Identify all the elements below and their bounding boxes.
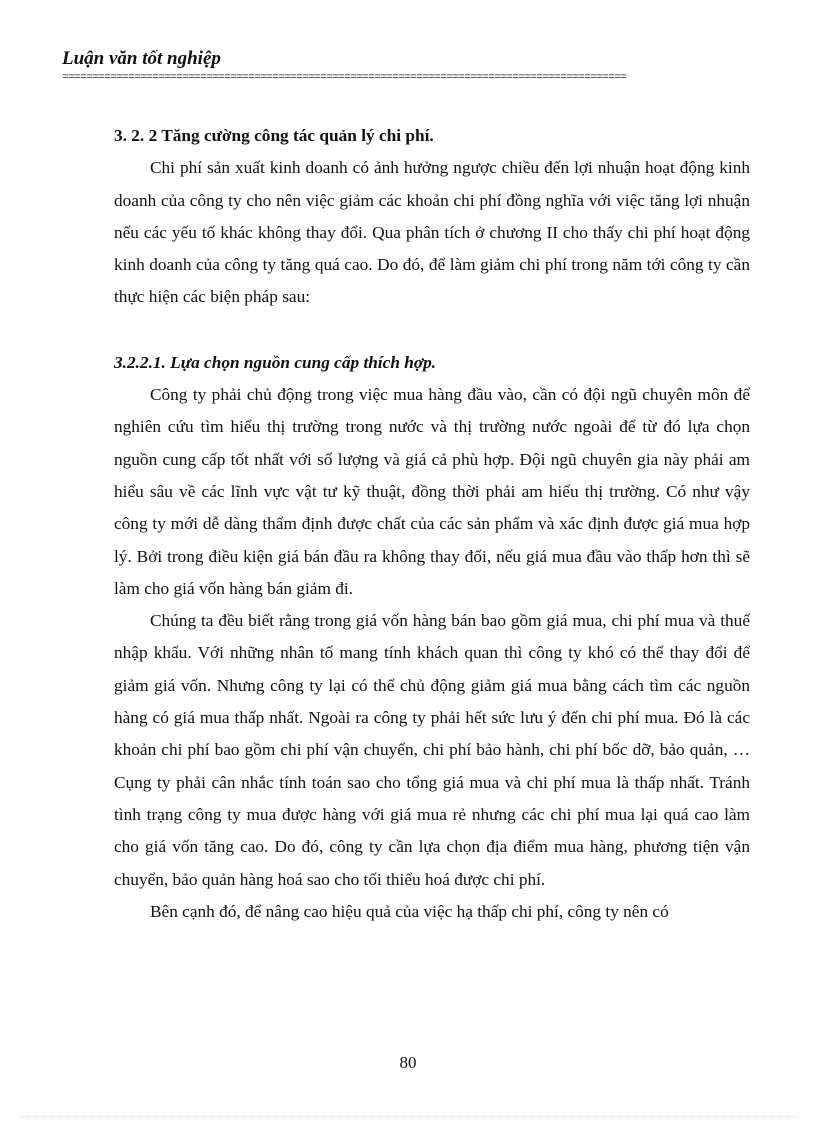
document-body (114, 120, 750, 928)
subsection-heading: 3.2.2.1. Lựa chọn nguồn cung cấp thích hợp. (114, 352, 437, 372)
running-header-title: Luận văn tốt nghiệp (62, 48, 221, 69)
page-header (62, 48, 752, 84)
section-intro-paragraph: Chi phí sản xuất kinh doanh có ảnh hưởng ngược chiều đến lợi nhuận hoạt động kinh doanh của công ty cho nên việc giảm các khoản chi phí đồng nghĩa với việc tăng lợi nhuận nếu các yếu tố khác không thay đổi. Qua phân tích ở chương II cho thấy chi phí hoạt động kinh doanh của công ty tăng quá cao. Do đó, để làm giảm chi phí trong năm tới công ty cần thực hiện các biện pháp sau: (114, 158, 750, 307)
page-number: 80 (399, 1053, 417, 1072)
body-paragraph-2: Chúng ta đều biết rằng trong giá vốn hàng bán bao gồm giá mua, chi phí mua và thuế nhập khẩu. Với những nhân tố mang tính khách quan thì công ty khó có thể thay đổi để giảm giá vốn. Nhưng công ty lại có thể chủ động giảm giá mua bằng cách tìm các nguồn hàng có giá mua thấp nhất. Ngoài ra công ty phải hết sức lưu ý đến chi phí mua. Đó là các khoản chi phí bao gồm chi phí vận chuyển, chi phí bảo hành, chi phí bốc dỡ, bảo quản, …Cụng ty phải cân nhắc tính toán sao cho tổng giá mua và chi phí mua là thấp nhất. Tránh tình trạng công ty mua được hàng với giá mua rẻ nhưng các chi phí mua lại quá cao làm cho giá vốn tăng cao. Do đó, công ty cần lựa chọn địa điểm mua hàng, phương tiện vận chuyển, bảo quản hàng hoá sao cho tối thiểu hoá được chi phí. (114, 611, 750, 889)
body-paragraph-1: Công ty phải chủ động trong việc mua hàng đầu vào, cần có đội ngũ chuyên môn để nghiên cứu tìm hiểu thị trường trong nước và thị trường nước ngoài để từ đó lựa chọn nguồn cung cấp tốt nhất với số lượng và giá cả phù hợp. Đội ngũ chuyên gia này phải am hiểu sâu về các lĩnh vực vật tư kỹ thuật, đồng thời phải am hiểu thị trường. Có như vậy công ty mới dễ dàng thẩm định được chất của các sản phẩm và xác định được giá mua hợp lý. Bởi trong điều kiện giá bán đầu ra không thay đổi, nếu giá mua đầu vào thấp hơn thì sẽ làm cho giá vốn hàng bán giảm đi. (114, 385, 750, 598)
page-bottom-divider (20, 1116, 796, 1117)
section-heading: 3. 2. 2 Tăng cường công tác quản lý chi phí. (114, 126, 434, 145)
body-paragraph-3: Bên cạnh đó, để nâng cao hiệu quả của việc hạ thấp chi phí, công ty nên có (150, 901, 669, 921)
header-rule: ============================================================================================== (62, 72, 627, 84)
paragraph-spacer (114, 314, 750, 347)
